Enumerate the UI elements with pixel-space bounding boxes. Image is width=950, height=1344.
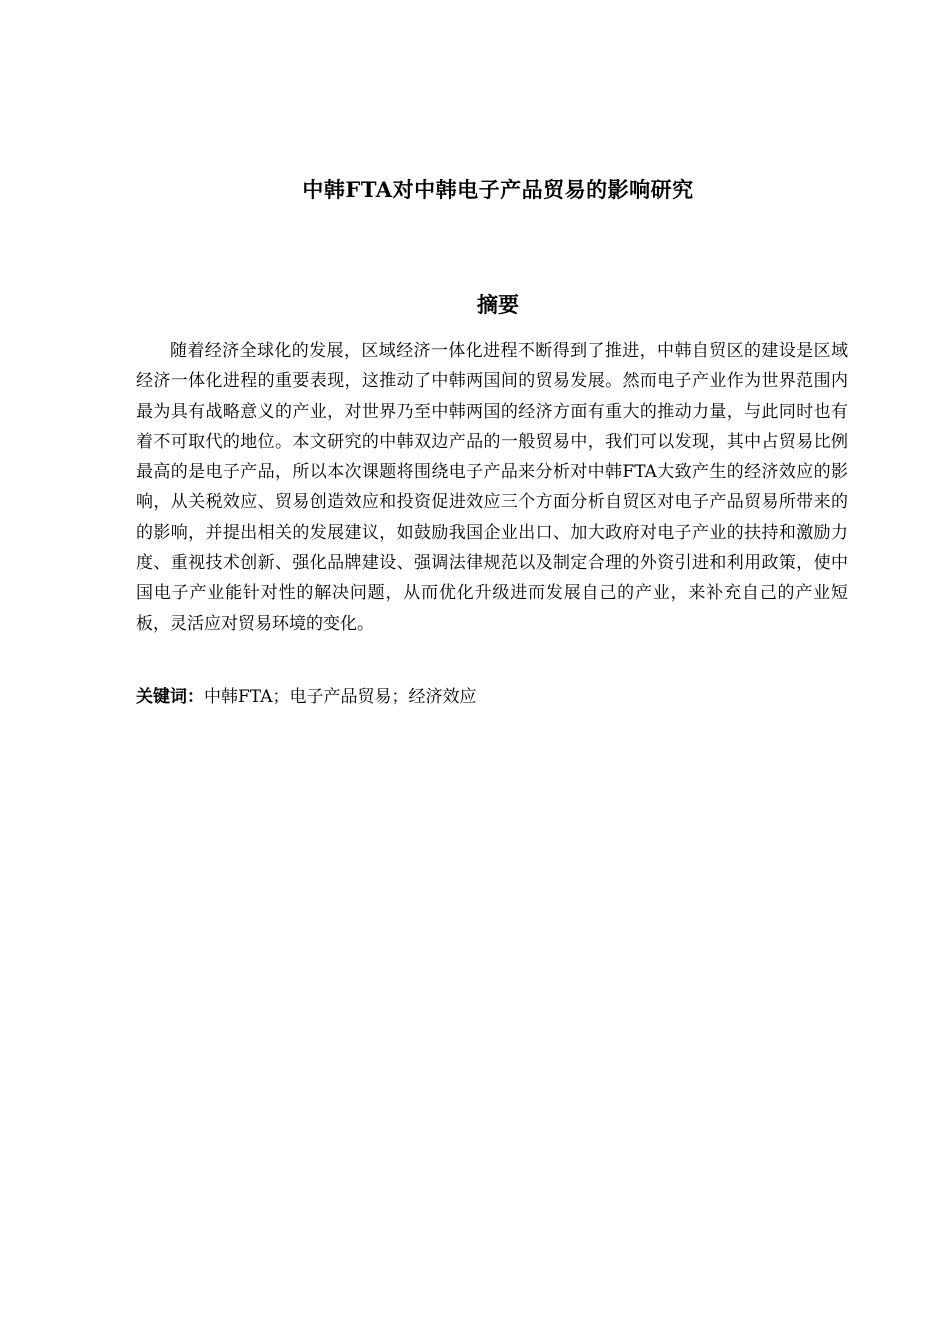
abstract-heading: 摘要	[477, 292, 519, 317]
abstract-body: 随着经济全球化的发展，区域经济一体化进程不断得到了推进，中韩自贸区的建设是区域经济一体化进程的重要表现，这推动了中韩两国间的贸易发展。然而电子产业作为世界范围内最为具有战略意义的产业，对世界乃至中韩两国的经济方面有重大的推动力量，与此同时也有着不可取代的地位。本文研究的中韩双边产品的一般贸易中，我们可以发现，其中占贸易比例最高的是电子产品，所以本次课题将围绕电子产品来分析对中韩FTA大致产生的经济效应的影响，从关税效应、贸易创造效应和投资促进效应三个方面分析自贸区对电子产品贸易所带来的的影响，并提出相关的发展建议，如鼓励我国企业出口、加大政府对电子产业的扶持和激励力度、重视技术创新、强化品牌建设、强调法律规范以及制定合理的外资引进和利用政策，使中国电子产业能针对性的解决问题，从而优化升级进而发展自己的产业，来补充自己的产业短板，灵活应对贸易环境的变化。	[136, 341, 848, 634]
keywords-text: 中韩FTA；电子产品贸易；经济效应	[204, 687, 477, 707]
paper-title: 中韩FTA对中韩电子产品贸易的影响研究	[302, 177, 694, 202]
keywords-label: 关键词：	[136, 687, 204, 707]
keywords-line	[136, 682, 848, 712]
